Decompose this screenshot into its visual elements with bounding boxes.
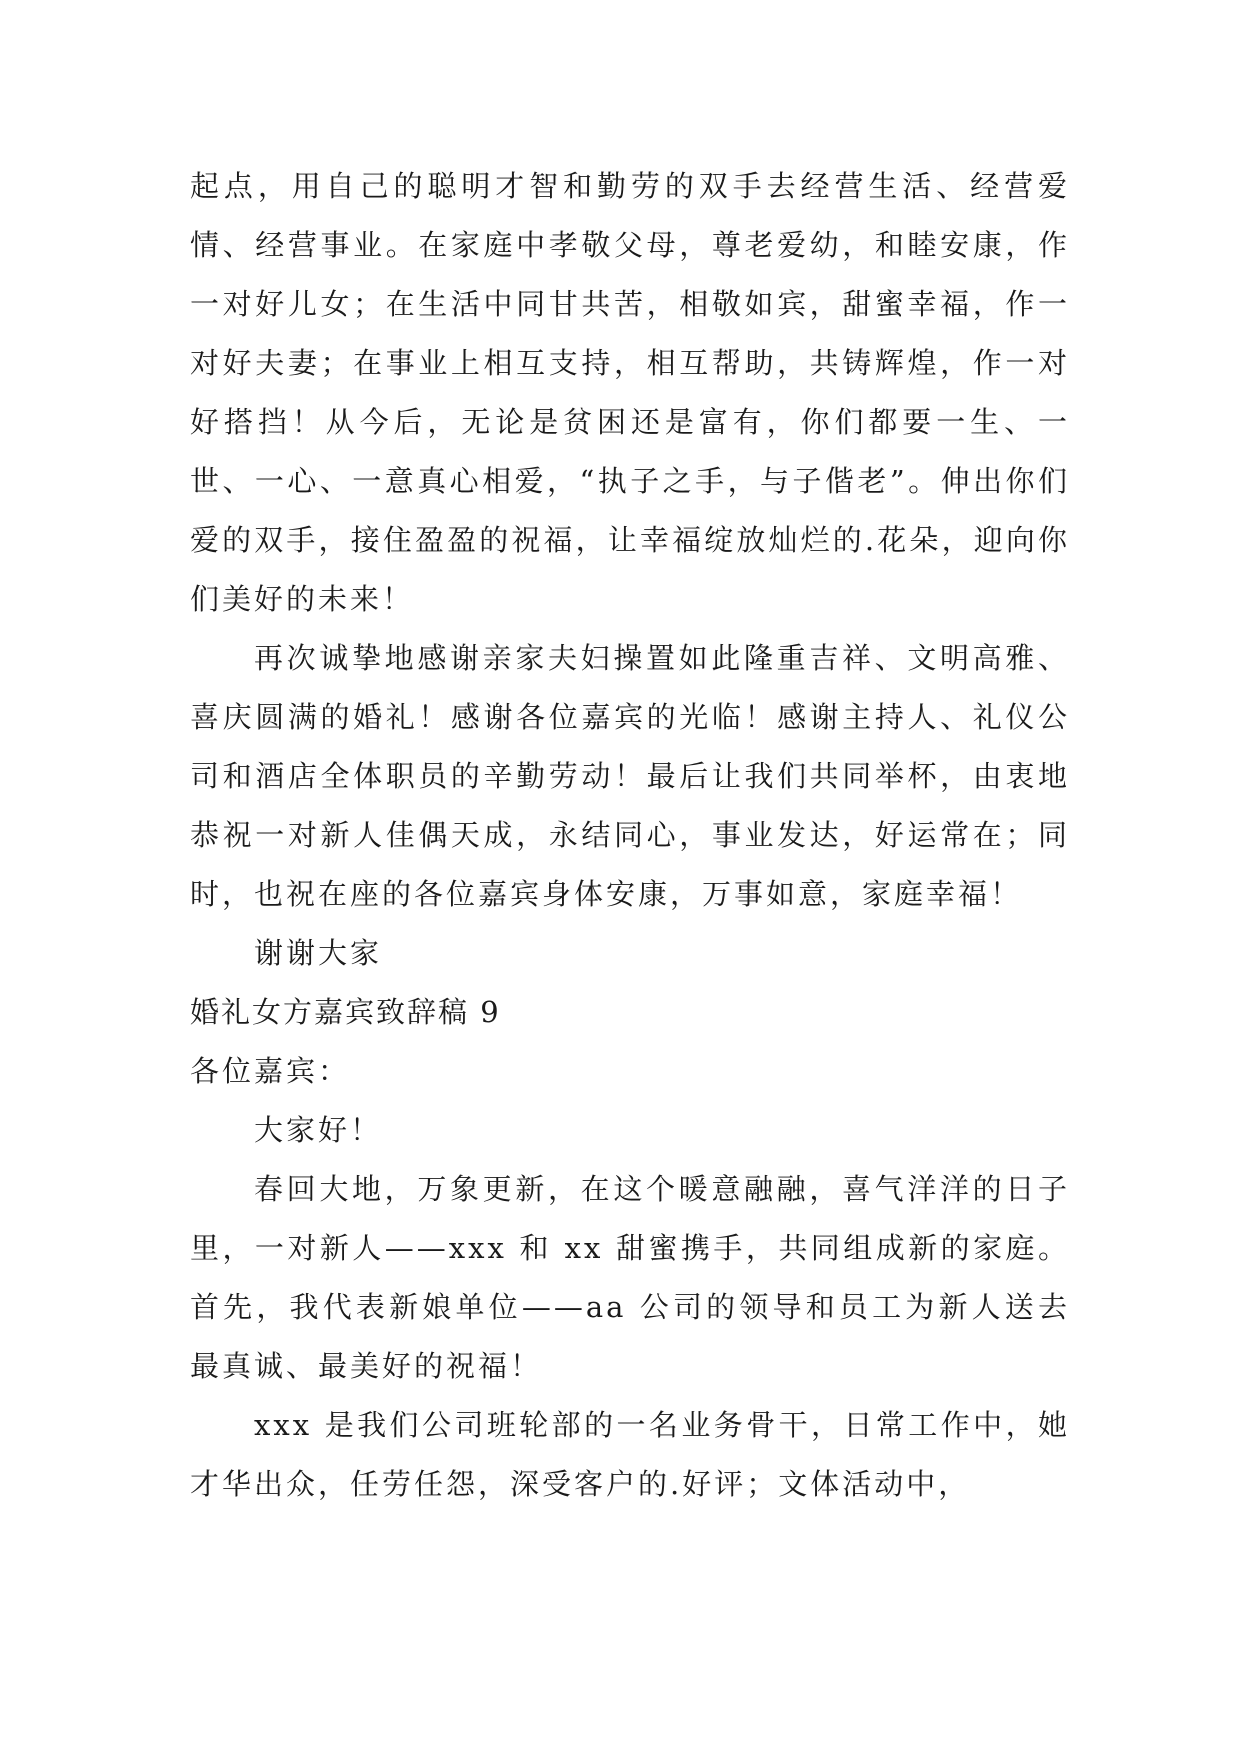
closing-thanks: 谢谢大家 [254, 936, 383, 970]
paragraph-1: 起点，用自己的聪明才智和勤劳的双手去经营生活、经营爱情、经营事业。在家庭中孝敬父母，尊老爱幼，和睦安康，作一对好儿女；在生活中同甘共苦，相敬如宾，甜蜜幸福，作一对好夫妻；在事业上相互支持，相互帮助，共铸辉煌，作一对好搭挡！从今后，无论是贫困还是富有，你们都要一生、一世、一心、一意真心相爱，“执子之手，与子偕老”。伸出你们爱的双手，接住盈盈的祝福，让幸福绽放灿烂的.花朵，迎向你们美好的未来！ [190, 169, 1070, 616]
section-title: 婚礼女方嘉宾致辞稿 9 [190, 995, 501, 1029]
greeting: 大家好！ [254, 1113, 383, 1147]
document-body [190, 157, 1070, 1514]
paragraph-4: xxx 是我们公司班轮部的一名业务骨干，日常工作中，她才华出众，任劳任怨，深受客户的.好评；文体活动中， [190, 1408, 1070, 1501]
paragraph-3: 春回大地，万象更新，在这个暖意融融，喜气洋洋的日子里，一对新人——xxx 和 xx 甜蜜携手，共同组成新的家庭。首先，我代表新娘单位——aa 公司的领导和员工为新人送去最真诚、最美好的祝福！ [190, 1172, 1070, 1383]
paragraph-2: 再次诚挚地感谢亲家夫妇操置如此隆重吉祥、文明高雅、喜庆圆满的婚礼！感谢各位嘉宾的光临！感谢主持人、礼仪公司和酒店全体职员的辛勤劳动！最后让我们共同举杯，由衷地恭祝一对新人佳偶天成，永结同心，事业发达，好运常在；同时，也祝在座的各位嘉宾身体安康，万事如意，家庭幸福！ [190, 641, 1070, 911]
salutation: 各位嘉宾： [190, 1054, 351, 1088]
